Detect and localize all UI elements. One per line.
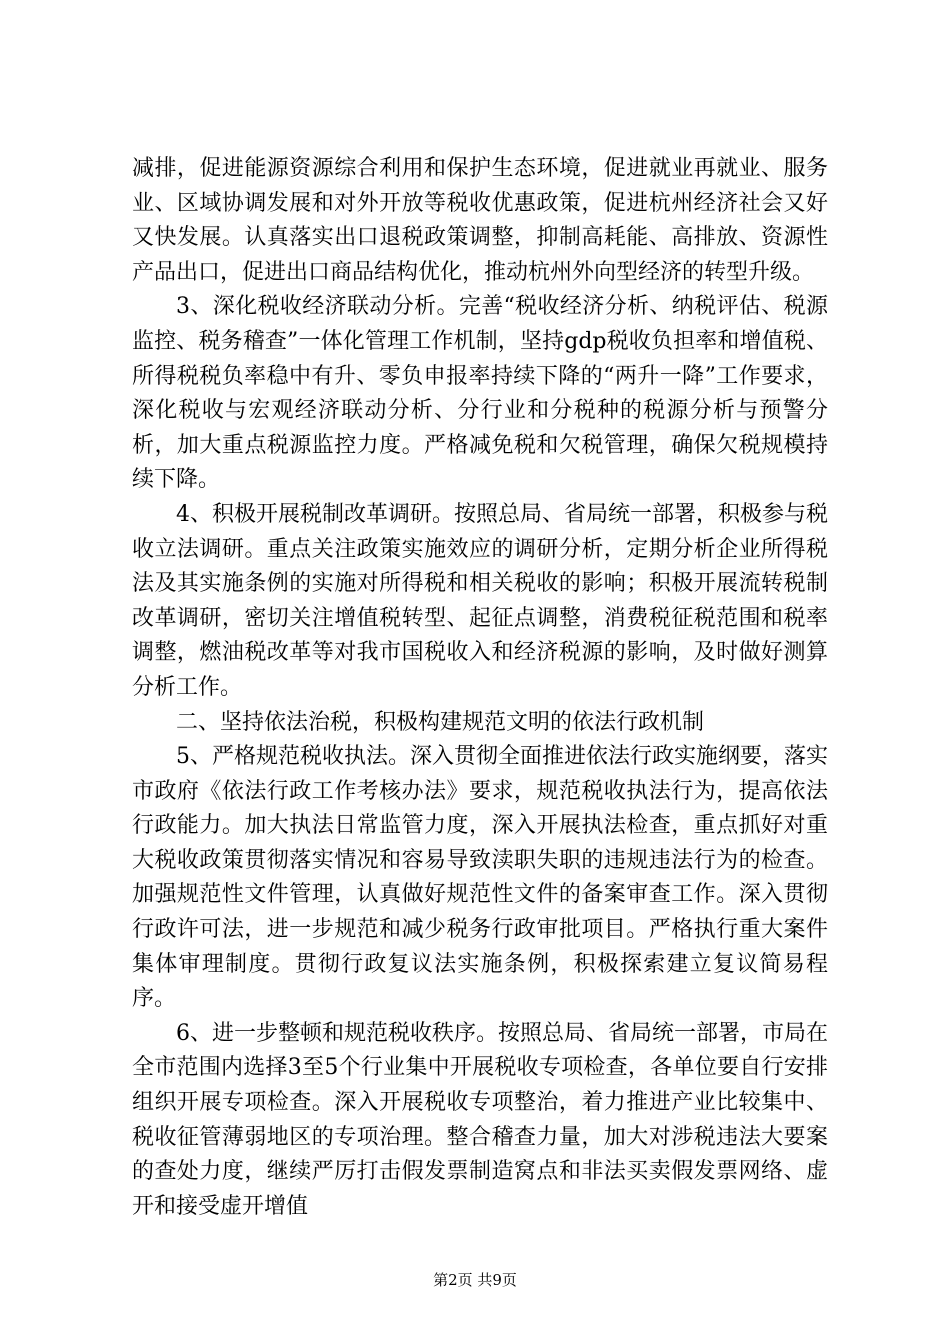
paragraph-item-6: 6、进一步整顿和规范税收秩序。按照总局、省局统一部署，市局在全市范围内选择3至5个行业集中开展税收专项检查，各单位要自行安排组织开展专项检查。深入开展税收专项整治，着力推进产业比较集中、税收征管薄弱地区的专项治理。整合稽查力量，加大对涉税违法大要案的查处力度，继续严厉打击假发票制造窝点和非法买卖假发票网络、虚开和接受虚开增值 <box>132 1020 828 1219</box>
paragraph-item-3: 3、深化税收经济联动分析。完善“税收经济分析、纳税评估、税源监控、税务稽查”一体化管理工作机制，坚持gdp税收负担率和增值税、所得税税负率稳中有升、零负申报率持续下降的“两升一降”工作要求，深化税收与宏观经济联动分析、分行业和分税种的税源分析与预警分析，加大重点税源监控力度。严格减免税和欠税管理，确保欠税规模持续下降。 <box>132 294 828 493</box>
page-number-footer: 第2页 共9页 <box>433 1271 517 1289</box>
paragraph-item-4: 4、积极开展税制改革调研。按照总局、省局统一部署，积极参与税收立法调研。重点关注政策实施效应的调研分析，定期分析企业所得税法及其实施条例的实施对所得税和相关税收的影响；积极开展流转税制改革调研，密切关注增值税转型、起征点调整，消费税征税范围和税率调整，燃油税改革等对我市国税收入和经济税源的影响，及时做好测算分析工作。 <box>132 501 828 700</box>
section-heading-2: 二、坚持依法治税，积极构建规范文明的依法行政机制 <box>176 709 705 735</box>
document-body <box>132 152 828 1224</box>
paragraph-item-5: 5、严格规范税收执法。深入贯彻全面推进依法行政实施纲要，落实市政府《依法行政工作考核办法》要求，规范税收执法行为，提高依法行政能力。加大执法日常监管力度，深入开展执法检查，重点抓好对重大税收政策贯彻落实情况和容易导致渎职失职的违规违法行为的检查。加强规范性文件管理，认真做好规范性文件的备案审查工作。深入贯彻行政许可法，进一步规范和减少税务行政审批项目。严格执行重大案件集体审理制度。贯彻行政复议法实施条例，积极探索建立复议简易程序。 <box>132 744 828 1012</box>
paragraph-continued: 减排，促进能源资源综合利用和保护生态环境，促进就业再就业、服务业、区域协调发展和对外开放等税收优惠政策，促进杭州经济社会又好又快发展。认真落实出口退税政策调整，抑制高耗能、高排放、资源性产品出口，促进出口商品结构优化，推动杭州外向型经济的转型升级。 <box>132 156 828 285</box>
